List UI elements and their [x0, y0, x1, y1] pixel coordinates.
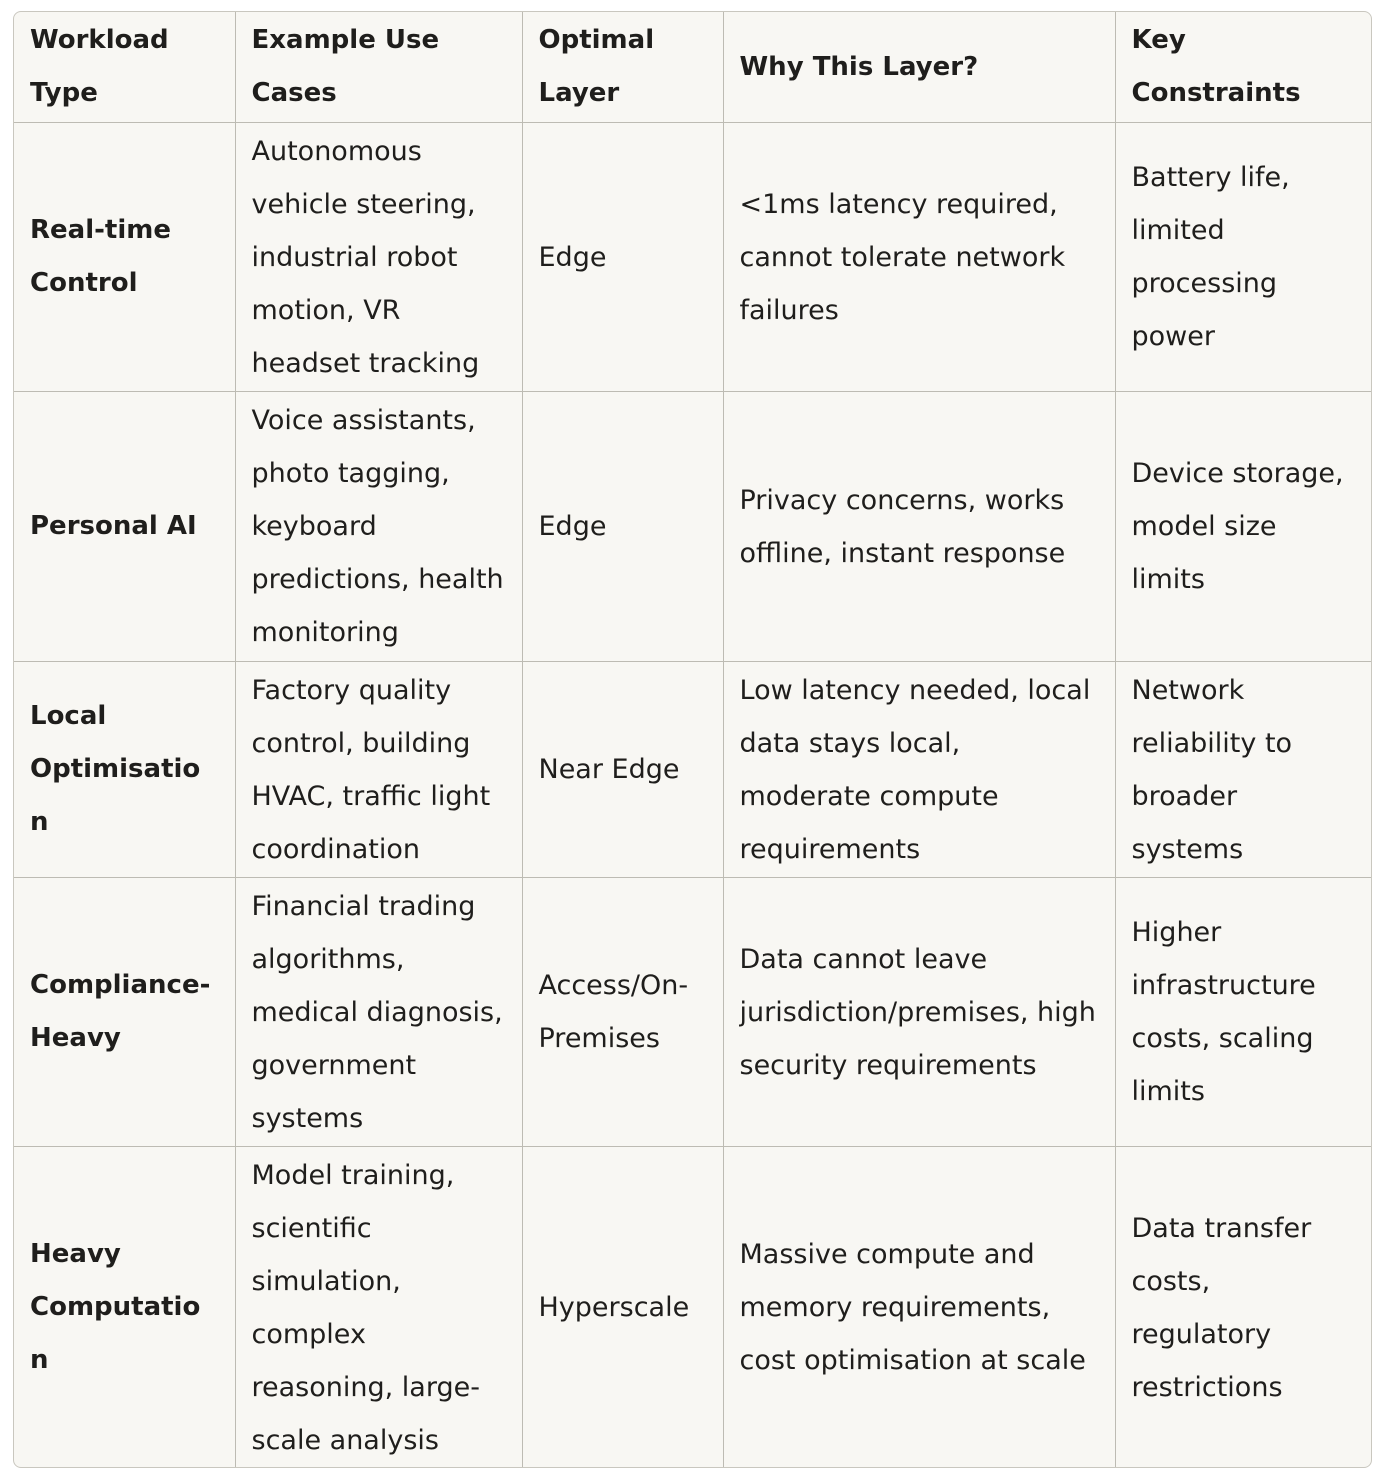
- cell-why-this-layer: <1ms latency required, cannot tolerate network failures: [723, 123, 1115, 392]
- cell-key-constraints: Higher infrastructure costs, scaling limits: [1115, 878, 1372, 1147]
- cell-optimal-layer: Near Edge: [522, 662, 723, 878]
- cell-why-this-layer: Privacy concerns, works offline, instant response: [723, 392, 1115, 662]
- workload-layer-table: [14, 12, 1372, 1468]
- cell-optimal-layer: Edge: [522, 123, 723, 392]
- cell-use-cases: Financial trading algorithms, medical diagnosis, government systems: [235, 878, 522, 1147]
- cell-optimal-layer: Edge: [522, 392, 723, 662]
- cell-key-constraints: Data transfer costs, regulatory restrictions: [1131, 1212, 1312, 1403]
- cell-workload-type: Compliance-Heavy: [14, 878, 235, 1147]
- cell-optimal-layer: Access/On-Premises: [522, 878, 723, 1147]
- cell-key-constraints: Battery life, limited processing power: [1115, 123, 1372, 392]
- table-row: [14, 1147, 1372, 1469]
- workload-table-container: [13, 11, 1372, 1468]
- header-workload-type: Workload Type: [14, 12, 235, 123]
- header-example-use-cases: Example Use Cases: [235, 12, 522, 123]
- cell-workload-type: Personal AI: [14, 392, 235, 662]
- header-why-this-layer: Why This Layer?: [723, 12, 1115, 123]
- cell-use-cases: Voice assistants, photo tagging, keyboard predictions, health monitoring: [235, 392, 522, 662]
- cell-use-cases: Factory quality control, building HVAC, traffic light coordination: [235, 662, 522, 878]
- cell-key-constraints: Network reliability to broader systems: [1115, 662, 1372, 878]
- cell-why-this-layer: Massive compute and memory requirements, cost optimisation at scale: [723, 1147, 1115, 1469]
- cell-use-cases: Autonomous vehicle steering, industrial robot motion, VR headset tracking: [235, 123, 522, 392]
- table-row: [14, 392, 1372, 662]
- cell-why-this-layer: Low latency needed, local data stays local, moderate compute requirements: [723, 662, 1115, 878]
- cell-key-constraints: Device storage, model size limits: [1115, 392, 1372, 662]
- cell-optimal-layer: Hyperscale: [522, 1147, 723, 1469]
- table-header-row: [14, 12, 1372, 123]
- cell-workload-type: Heavy Computation: [14, 1147, 235, 1469]
- cell-use-cases: Model training, scientific simulation, complex reasoning, large-scale analysis: [235, 1147, 522, 1469]
- table-row: [14, 662, 1372, 878]
- header-key-constraints: Key Constraints: [1115, 12, 1372, 123]
- header-optimal-layer: Optimal Layer: [522, 12, 723, 123]
- table-row: [14, 123, 1372, 392]
- table-row: [14, 878, 1372, 1147]
- cell-why-this-layer: Data cannot leave jurisdiction/premises, high security requirements: [723, 878, 1115, 1147]
- cell-workload-type: Real-time Control: [14, 123, 235, 392]
- cell-workload-type: Local Optimisation: [14, 662, 235, 878]
